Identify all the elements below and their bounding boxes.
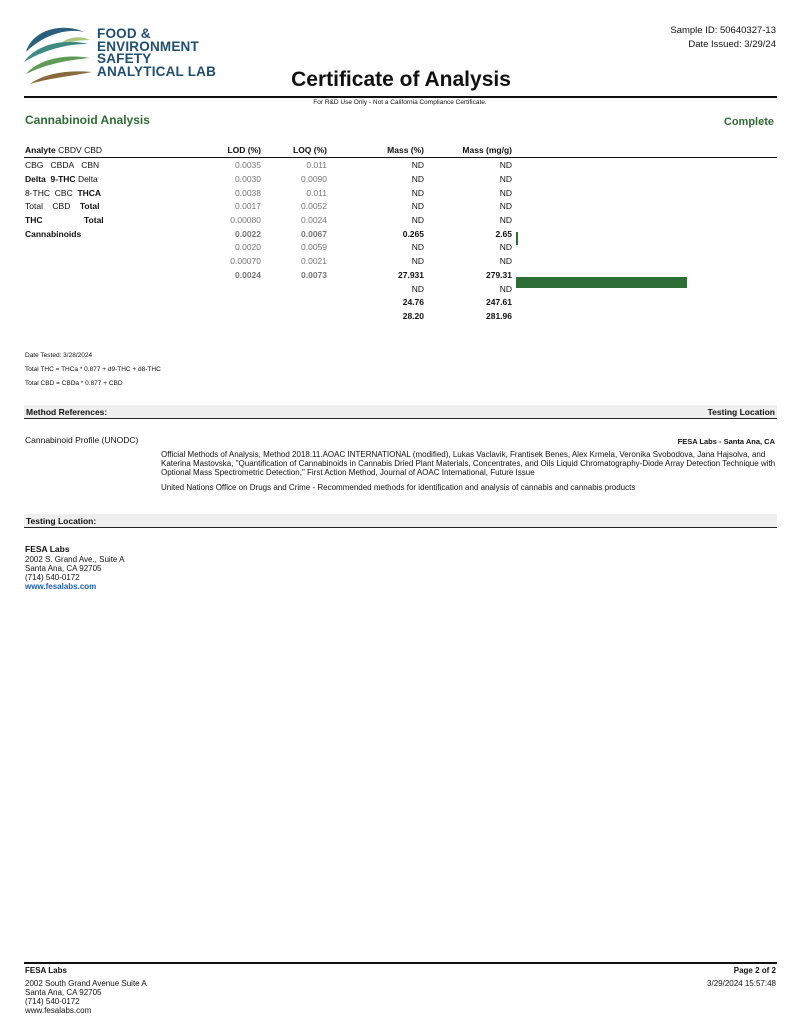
analyte-name: 8-THC: [25, 188, 51, 198]
loq-cell: 0.0021: [301, 256, 327, 266]
analyte-name: CBD: [84, 145, 103, 155]
mass-mg-cell: ND: [499, 215, 512, 225]
table-header-divider: [24, 157, 777, 158]
mass-pct-cell: 24.76: [402, 297, 424, 307]
lod-cell: 0.00080: [230, 215, 261, 225]
footer-timestamp: 3/29/2024 15:57:48: [707, 979, 776, 988]
mass-pct-cell: 28.20: [402, 311, 424, 321]
testing-location-header: [24, 514, 777, 528]
analyte-name: CBC: [54, 188, 73, 198]
mass-mg-cell: 247.61: [486, 297, 512, 307]
col-header-analyte: Analyte: [25, 145, 56, 155]
footer-website: www.fesalabs.com: [25, 1006, 92, 1015]
testing-location-label: Testing Location:: [26, 516, 97, 526]
mass-mg-cell: ND: [499, 174, 512, 184]
loq-cell: 0.011: [306, 160, 327, 170]
analyte-name: Total: [79, 201, 100, 211]
mass-pct-cell: ND: [411, 160, 424, 170]
analyte-line: [25, 160, 99, 170]
analyte-name: THCA: [77, 188, 102, 198]
lod-cell: 0.0035: [235, 160, 261, 170]
mass-pct-cell: ND: [411, 242, 424, 252]
mass-pct-cell: ND: [411, 284, 424, 294]
col-header-loq: LOQ (%): [293, 145, 327, 155]
lod-cell: 0.0030: [235, 174, 261, 184]
method-references-header: [24, 405, 777, 419]
lod-cell: 0.0038: [235, 188, 261, 198]
date-issued: Date Issued: 3/29/24: [688, 39, 776, 50]
rd-note: For R&D Use Only - Not a California Compliance Certificate.: [313, 99, 487, 106]
logo-line: FOOD &: [97, 26, 151, 41]
date-tested: Date Tested: 3/28/2024: [25, 352, 93, 359]
mass-pct-cell: ND: [411, 215, 424, 225]
analyte-name: THC: [25, 215, 43, 225]
logo-line: SAFETY: [97, 51, 152, 66]
status-badge: Complete: [723, 116, 774, 128]
footer-phone: (714) 540-0172: [25, 997, 80, 1006]
analyte-line: [25, 201, 100, 211]
analyte-name: CBDV: [58, 145, 82, 155]
page-title: [0, 63, 800, 92]
mass-mg-cell: 2.65: [495, 229, 512, 239]
analyte-name: CBG: [25, 160, 44, 170]
analyte-name: Delta: [77, 174, 98, 184]
lab-address-1: 2002 S. Grand Ave., Suite A: [25, 555, 125, 564]
analyte-name: Total: [84, 215, 104, 225]
total-thc-formula: Total THC = THCa * 0.877 + d9-THC + d8-THC: [25, 366, 161, 373]
lab-name: FESA Labs: [25, 544, 70, 554]
mass-pct-cell: ND: [411, 201, 424, 211]
method-reference-2: United Nations Office on Drugs and Crime - Recommended methods for identification and analysis of cannabis and cannabis products: [161, 483, 636, 492]
page-number: Page 2 of 2: [733, 966, 776, 975]
logo-line: ENVIRONMENT: [97, 38, 199, 54]
testing-location-col-label: Testing Location: [707, 407, 775, 417]
method-references-label: Method References:: [26, 407, 108, 417]
mass-mg-cell: ND: [499, 242, 512, 252]
footer-address-1: 2002 South Grand Avenue Suite A: [25, 979, 147, 988]
analyte-line: [25, 215, 42, 225]
footer-lab-name: FESA Labs: [25, 966, 67, 975]
page-title-text: Certificate of Analysis: [291, 68, 511, 91]
mass-bar: [516, 232, 518, 245]
analyte-name: 9-THC: [50, 174, 76, 184]
mass-pct-cell: 27.931: [398, 270, 424, 280]
lod-cell: 0.0024: [235, 270, 261, 280]
lab-phone: (714) 540-0172: [25, 573, 80, 582]
sample-id: Sample ID: 50640327-13: [670, 25, 776, 36]
mass-bar: [516, 277, 687, 288]
total-cbd-formula: Total CBD = CBDa * 0.877 + CBD: [25, 380, 123, 387]
analyte-name: CBDA: [50, 160, 75, 170]
method-profile: Cannabinoid Profile (UNODC): [25, 435, 139, 445]
lod-cell: 0.0020: [235, 242, 261, 252]
col-header-mass-mg: Mass (mg/g): [462, 145, 512, 155]
analyte-name: Delta: [25, 174, 46, 184]
mass-pct-cell: ND: [411, 174, 424, 184]
footer-divider: [24, 962, 777, 964]
footer-address-2: Santa Ana, CA 92705: [25, 988, 102, 997]
lod-cell: 0.0017: [235, 201, 261, 211]
analyte-name: Total: [25, 201, 43, 211]
analyte-line: [25, 188, 101, 198]
logo-line: ANALYTICAL LAB: [97, 63, 217, 79]
lab-website-link[interactable]: www.fesalabs.com: [25, 582, 97, 591]
loq-cell: 0.0059: [301, 242, 327, 252]
mass-mg-cell: ND: [499, 284, 512, 294]
header-divider: [24, 96, 777, 98]
method-reference-1: Official Methods of Analysis, Method 2018.11.AOAC INTERNATIONAL (modified), Lukas Vaclavik, Frantisek Benes, Alex Krmela, Veronika Svobodova, Jana Hajsolva, and Katerina Mastovska, "Quantification of Cannabinoids in Cannabis Dried Plant Materials, Concentrates, and Oils Liquid Chromatography-Diode Array Detection Technique with Optional Mass Spectrometric Detection," First Action Method, Journal of AOAC International, Future Issue: [161, 450, 776, 477]
mass-mg-cell: ND: [499, 188, 512, 198]
loq-cell: 0.0024: [301, 215, 327, 225]
mass-pct-cell: ND: [411, 188, 424, 198]
analyte-line: [25, 145, 102, 155]
analyte-line: [25, 174, 98, 184]
mass-mg-cell: 279.31: [486, 270, 512, 280]
loq-cell: 0.0073: [301, 270, 327, 280]
col-header-lod: LOD (%): [227, 145, 261, 155]
analyte-name: CBD: [52, 201, 71, 211]
loq-cell: 0.0067: [301, 229, 327, 239]
col-header-mass-pct: Mass (%): [387, 145, 424, 155]
mass-mg-cell: ND: [499, 256, 512, 266]
lab-address-2: Santa Ana, CA 92705: [25, 564, 102, 573]
mass-pct-cell: ND: [411, 256, 424, 266]
mass-pct-cell: 0.265: [402, 229, 424, 239]
loq-cell: 0.0090: [301, 174, 327, 184]
loq-cell: 0.0052: [301, 201, 327, 211]
lod-cell: 0.0022: [235, 229, 261, 239]
mass-mg-cell: 281.96: [486, 311, 512, 321]
analyte-name: Cannabinoids: [25, 229, 82, 239]
mass-mg-cell: ND: [499, 201, 512, 211]
analyte-name: CBN: [81, 160, 100, 170]
mass-mg-cell: ND: [499, 160, 512, 170]
lod-cell: 0.00070: [230, 256, 261, 266]
method-location: FESA Labs - Santa Ana, CA: [677, 437, 775, 446]
section-title: Cannabinoid Analysis: [25, 113, 150, 127]
loq-cell: 0.011: [306, 188, 327, 198]
